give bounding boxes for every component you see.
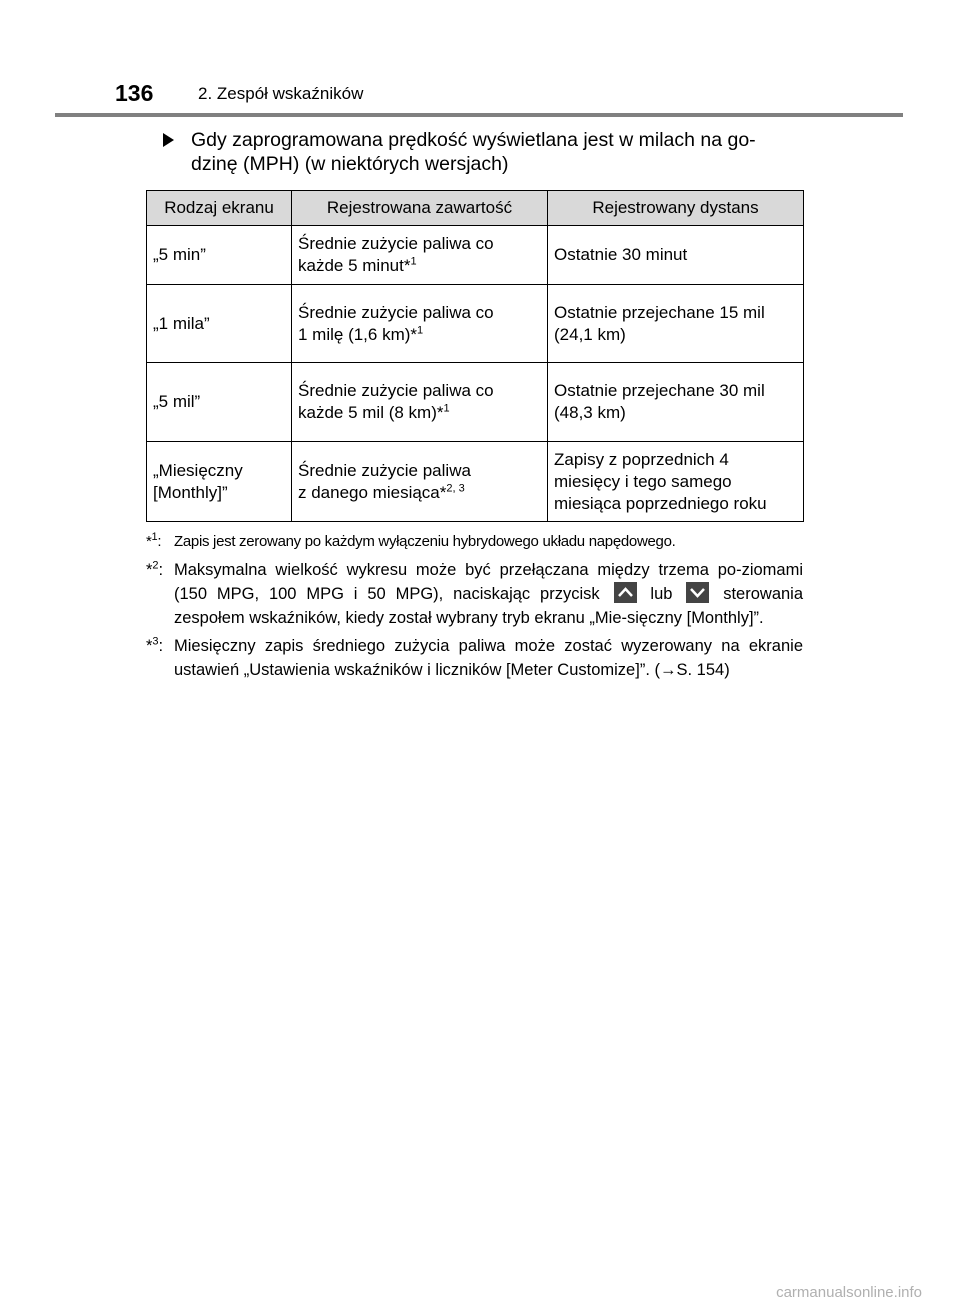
arrow-icon: →: [659, 661, 677, 679]
cell-text: miesięcy i tego samego: [554, 471, 732, 491]
cell-text: Ostatnie przejechane 30 mil: [554, 381, 765, 400]
cell-content: [292, 285, 548, 363]
footnote-text-or: lub: [650, 585, 673, 603]
header-recorded-distance: Rejestrowany dystans: [548, 191, 804, 226]
cell-text: „Miesięczny: [153, 460, 243, 480]
table-row: [147, 226, 804, 285]
footnote-text: Zapis jest zerowany po każdym wyłączeniu hybrydowego układu napędowego.: [174, 533, 676, 550]
cell-text: z danego miesiąca*: [298, 482, 447, 502]
footnote-ref: 1: [443, 402, 450, 415]
page-number: 136: [115, 80, 154, 106]
cell-text: Średnie zużycie paliwa: [298, 460, 471, 480]
cell-screen: [147, 442, 292, 522]
cell-distance: [548, 226, 804, 285]
cell-content: [292, 363, 548, 442]
section-title: 2. Zespół wskaźników: [198, 84, 364, 103]
data-table: [146, 190, 804, 522]
footnote-text: Maksymalna wielkość wykresu może być przełączana między trzema po-ziomami (150 MPG, 100 MPG i 50 MPG), naciskając przycisk: [174, 561, 803, 603]
footnote-1: [146, 530, 803, 554]
table-row: [147, 363, 804, 442]
cell-screen: [147, 285, 292, 363]
cell-text: Ostatnie 30 minut: [554, 245, 688, 264]
cell-text: każde 5 mil (8 km)*: [298, 403, 444, 422]
footnotes: [146, 530, 803, 686]
cell-text: Zapisy z poprzednich 4: [554, 449, 729, 469]
footnote-marker: *$^1$:: [146, 531, 162, 550]
table-row: [147, 442, 804, 522]
footnote-2: [146, 558, 803, 630]
cell-content: [292, 442, 548, 522]
cell-screen: [147, 363, 292, 442]
cell-text: każde 5 minut*: [298, 256, 411, 275]
footnote-ref: 1: [417, 323, 424, 336]
cell-text: [Monthly]”: [153, 482, 228, 502]
cell-screen: [147, 226, 292, 285]
cell-distance: [548, 285, 804, 363]
page-header: [0, 0, 960, 120]
cell-text: 1 milę (1,6 km)*: [298, 324, 418, 344]
triangle-bullet-icon: [163, 133, 174, 147]
footnote-marker: *$^3$:: [146, 635, 164, 655]
cell-text: Średnie zużycie paliwa co: [298, 381, 494, 400]
cell-text: „5 mil”: [153, 392, 201, 411]
footnote-ref: 1: [410, 255, 417, 268]
chevron-down-button-icon: [686, 582, 709, 603]
page-reference: S. 154): [676, 661, 730, 679]
cell-distance: [548, 363, 804, 442]
header-screen-type: Rodzaj ekranu: [147, 191, 292, 226]
footnote-marker: *$^2$:: [146, 559, 164, 579]
watermark: carmanualsonline.info: [776, 1284, 922, 1301]
subheading-line-2: dzinę (MPH) (w niektórych wersjach): [191, 153, 509, 175]
cell-distance: [548, 442, 804, 522]
cell-text: „5 min”: [153, 245, 206, 264]
table-row: [147, 285, 804, 363]
subheading: [163, 128, 803, 176]
cell-text: Średnie zużycie paliwa co: [298, 234, 494, 253]
table-header-row: [147, 191, 804, 226]
footnote-3: [146, 634, 803, 682]
chevron-up-button-icon: [614, 582, 637, 603]
footnote-text-cont: sterowania zespołem wskaźników, kiedy został wybrany tryb ekranu „Mie-sięczny [Monthly]”.: [174, 585, 804, 627]
subheading-line-1: Gdy zaprogramowana prędkość wyświetlana jest w milach na go-: [191, 129, 756, 151]
cell-text: Średnie zużycie paliwa co: [298, 302, 494, 322]
cell-text: „1 mila”: [153, 313, 210, 333]
header-divider: [55, 113, 903, 117]
cell-text: (24,1 km): [554, 324, 626, 344]
cell-text: (48,3 km): [554, 403, 626, 422]
footnote-ref: 2, 3: [446, 481, 465, 494]
cell-text: Ostatnie przejechane 15 mil: [554, 302, 765, 322]
footnote-text: Miesięczny zapis średniego zużycia paliwa może zostać wyzerowany na ekranie ustawień „Ustawienia wskaźników i liczników [Meter Customize]”. (: [174, 637, 803, 679]
header-recorded-content: Rejestrowana zawartość: [292, 191, 548, 226]
cell-content: [292, 226, 548, 285]
cell-text: miesiąca poprzedniego roku: [554, 493, 767, 513]
